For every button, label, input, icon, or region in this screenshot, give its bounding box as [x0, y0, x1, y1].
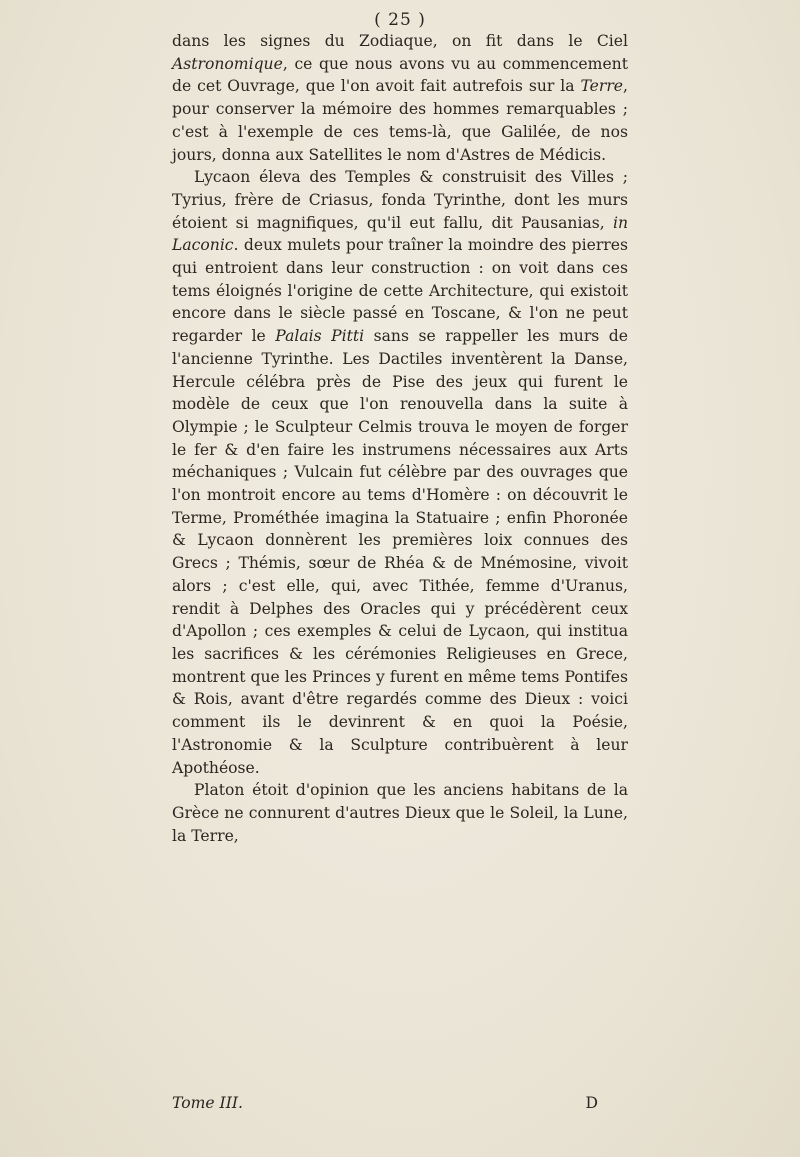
italic-text: in Laconic.: [172, 213, 628, 255]
text-run: Platon étoit d'opinion que les anciens habitans de la Grèce ne connurent d'autres Dieux que le Soleil, la Lune, la Terre,: [172, 781, 628, 845]
text-run: , ce que nous avons vu au commencement de cet Ouvrage, que l'on avoit fait autrefois sur la: [172, 54, 628, 96]
paragraph-3: [172, 779, 628, 847]
signature-mark: D: [585, 1094, 598, 1112]
text-run: dans les signes du Zodiaque, on fit dans le Ciel: [172, 32, 628, 50]
text-run: Lycaon éleva des Temples & construisit des Villes ; Tyrius, frère de Criasus, fonda Tyrinthe, dont les murs étoient si magnifiques, qu'il eut fallu, dit Pausanias,: [172, 168, 628, 232]
body-text: [172, 30, 628, 847]
italic-text: Terre: [580, 77, 624, 96]
italic-text: Astronomique: [172, 54, 283, 73]
page-footer: [172, 1094, 628, 1112]
page-number: ( 25 ): [374, 10, 426, 30]
text-run: sans se rappeller les murs de l'ancienne Tyrinthe. Les Dactiles inventèrent la Danse, Hercule célébra près de Pise des jeux qui furent le modèle de ceux que l'on renouvella dans la suite à Olympie ; le Sculpteur Celmis trouva le moyen de forger le fer & d'en faire les instrumens nécessaires aux Arts méchaniques ; Vulcain fut célèbre par des ouvrages que l'on montroit encore au tems d'Homère : on découvrit le Terme, Prométhée imagina la Statuaire ; enfin Phoronée & Lycaon donnèrent les premières loix connues des Grecs ; Thémis, sœur de Rhéa & de Mnémosine, vivoit alors ; c'est elle, qui, avec Tithée, femme d'Uranus, rendit à Delphes des Oracles qui y précédèrent ceux d'Apollon ; ces exemples & celui de Lycaon, qui institua les sacrifices & les cérémonies Religieuses en Grece, montrent que les Princes y furent en même tems Pontifes & Rois, avant d'être regardés comme des Dieux : voici comment ils le devinrent & en quoi la Poésie, l'Astronomie & la Sculpture contribuèrent à leur Apothéose.: [172, 327, 628, 777]
italic-text: Palais Pitti: [275, 327, 365, 346]
paragraph-2: [172, 166, 628, 779]
volume-label: Tome III.: [172, 1094, 243, 1112]
text-run: deux mulets pour traîner la moindre des pierres qui entroient dans leur construction : on voit dans ces tems éloignés l'origine de cette Architecture, qui existoit encore dans le siècle passé en Toscane, & l'on ne peut regarder le: [172, 236, 628, 346]
paragraph-1: [172, 30, 628, 166]
text-run: , pour conserver la mémoire des hommes remarquables ; c'est à l'exemple de ces tems-là, que Galilée, de nos jours, donna aux Satellites le nom d'Astres de Médicis.: [172, 77, 628, 164]
